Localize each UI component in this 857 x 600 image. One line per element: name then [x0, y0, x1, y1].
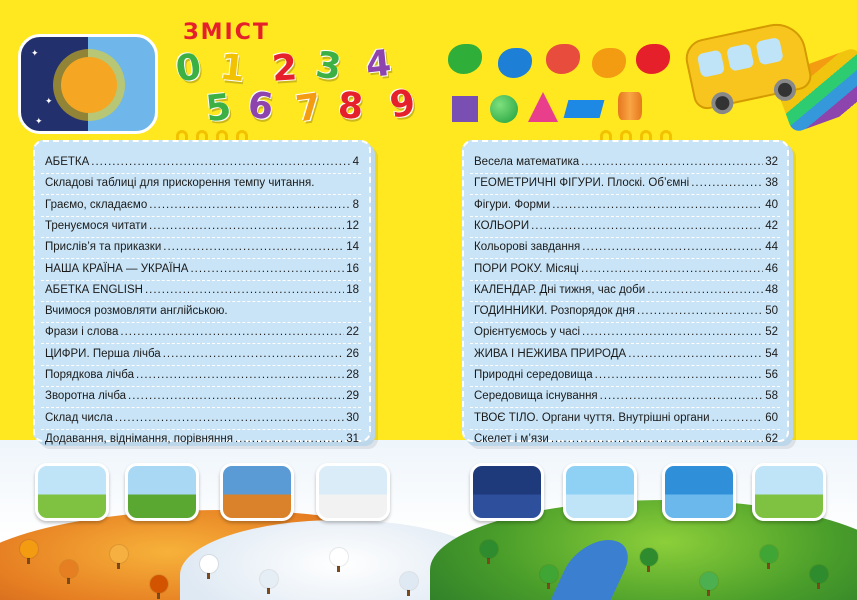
digit-3-icon: 3 [313, 44, 344, 89]
tree-icon [760, 545, 778, 563]
toc-leader-dots [581, 263, 763, 275]
toc-leader-dots [115, 412, 344, 424]
toc-entry[interactable] [45, 284, 359, 296]
toc-entry-title: Прислів’я та приказки [45, 241, 162, 254]
toc-entry-title: АБЕТКА [45, 156, 90, 168]
toc-separator [470, 301, 780, 302]
toc-separator [41, 365, 361, 366]
toc-separator [41, 216, 361, 217]
toc-leader-dots [552, 199, 763, 211]
toc-separator [470, 343, 780, 344]
toc-separator [41, 429, 361, 430]
toc-separator [470, 429, 780, 430]
toc-page-number: 44 [765, 241, 778, 254]
toc-page-number: 32 [765, 156, 778, 168]
toc-leader-dots [691, 177, 763, 189]
tree-icon [200, 555, 218, 573]
toc-entry[interactable] [474, 305, 778, 317]
toc-entry-title: Скелет і м’язи [474, 432, 549, 445]
toc-entry-title: ГЕОМЕТРИЧНІ ФІГУРИ. Плоскі. Об’ємні [474, 177, 690, 190]
toc-entry[interactable] [474, 412, 778, 424]
toc-leader-dots [163, 348, 345, 360]
toc-leader-dots [120, 326, 344, 338]
toc-leader-dots [628, 348, 763, 360]
digit-7-icon: 7 [293, 86, 324, 131]
toc-separator [41, 258, 361, 259]
toc-entry[interactable] [45, 369, 359, 381]
toc-page-number: 38 [765, 177, 778, 190]
toc-separator [470, 365, 780, 366]
tree-icon [330, 548, 348, 566]
toc-entry-title: Граємо, складаємо [45, 198, 148, 211]
toc-separator [41, 386, 361, 387]
toc-entry[interactable] [474, 263, 778, 275]
toc-page-number: 8 [352, 198, 359, 211]
page-title: ЗМІСТ [183, 20, 270, 45]
toc-separator [470, 216, 780, 217]
toc-page-number: 29 [346, 390, 359, 403]
toc-separator [41, 173, 361, 174]
cube-icon [452, 96, 478, 122]
star-icon: ✦ [45, 97, 53, 107]
toc-entry[interactable] [474, 199, 778, 211]
toc-entry-title: Тренуємося читати [45, 219, 148, 232]
toc-entry[interactable] [45, 305, 359, 317]
toc-entry[interactable] [45, 348, 359, 360]
toc-entry-title: ПОРИ РОКУ. Місяці [474, 262, 579, 275]
toc-entry-title: Середовища існування [474, 390, 598, 403]
toc-separator [470, 194, 780, 195]
toc-entry-title: КАЛЕНДАР. Дні тижня, час доби [474, 283, 646, 296]
toc-leader-dots [128, 390, 344, 402]
toc-entry-title: АБЕТКА ENGLISH [45, 283, 143, 296]
toc-entry-title: Весела математика [474, 156, 580, 168]
tree-icon [20, 540, 38, 558]
toc-card-left [33, 140, 371, 445]
sun-moon-icon [61, 57, 117, 113]
bus-window [697, 49, 725, 77]
toc-page-number: 18 [346, 283, 359, 296]
tree-icon [700, 572, 718, 590]
digit-6-icon: 6 [245, 84, 276, 129]
toc-separator [41, 280, 361, 281]
toc-entry[interactable] [45, 156, 359, 168]
tree-icon [110, 545, 128, 563]
toc-separator [41, 343, 361, 344]
toc-page-number: 60 [765, 411, 778, 424]
toc-separator [41, 237, 361, 238]
toc-entry[interactable] [474, 241, 778, 253]
tree-icon [260, 570, 278, 588]
toc-entry[interactable] [45, 199, 359, 211]
toc-separator [470, 237, 780, 238]
toc-entry[interactable] [474, 348, 778, 360]
toc-entry[interactable] [45, 326, 359, 338]
toc-entry-title: ЖИВА І НЕЖИВА ПРИРОДА [474, 347, 627, 360]
toc-leader-dots [149, 220, 344, 232]
digit-1-icon: 1 [217, 46, 248, 91]
digit-9-icon: 9 [387, 82, 418, 127]
toc-page-number: 58 [765, 390, 778, 403]
toc-entry[interactable] [45, 241, 359, 253]
toc-entry-title: Зворотна лічба [45, 390, 127, 403]
toc-separator [41, 301, 361, 302]
toc-page-number: 46 [765, 262, 778, 275]
toc-entry-title: Вчимося розмовляти англійською. [45, 305, 228, 318]
spring-nest-icon [35, 463, 109, 521]
toc-entry[interactable] [45, 220, 359, 232]
toc-separator [470, 322, 780, 323]
toc-entry[interactable] [45, 263, 359, 275]
toc-entry-title: КОЛЬОРИ [474, 219, 530, 232]
toc-entry[interactable] [474, 156, 778, 168]
toc-entry-title: Порядкова лічба [45, 369, 134, 381]
cone-icon [528, 92, 558, 122]
sphere-icon [490, 95, 518, 123]
tree-icon [60, 560, 78, 578]
toc-card-right [462, 140, 789, 445]
toc-entry-title: Склад числа [45, 411, 113, 424]
tree-icon [400, 572, 418, 590]
toc-leader-dots [190, 263, 344, 275]
toc-entry-title: Фрази і слова [45, 326, 119, 339]
toc-leader-dots [712, 412, 764, 424]
toc-leader-dots [582, 241, 763, 253]
toc-page-number: 56 [765, 369, 778, 381]
toc-entry-title: НАША КРАЇНА — УКРАЇНА [45, 262, 189, 275]
toc-separator [470, 386, 780, 387]
toc-page-number: 28 [346, 369, 359, 381]
toc-page-number: 30 [346, 411, 359, 424]
star-icon: ✦ [35, 117, 43, 127]
toc-page-number: 50 [765, 305, 778, 318]
toc-entry[interactable] [474, 433, 778, 445]
toc-page-number: 62 [765, 432, 778, 445]
toc-leader-dots [145, 284, 344, 296]
toc-leader-dots [600, 390, 764, 402]
toc-entry[interactable] [45, 390, 359, 402]
snowflakes-icon [662, 463, 736, 521]
star-icon: ✦ [31, 49, 39, 59]
toc-page-number: 22 [346, 326, 359, 339]
toc-leader-dots [235, 433, 344, 445]
toc-page-number: 52 [765, 326, 778, 339]
toc-page-number: 26 [346, 347, 359, 360]
toc-leader-dots [531, 220, 763, 232]
summer-trees-icon [752, 463, 826, 521]
toc-leader-dots [582, 326, 763, 338]
toc-leader-dots [637, 305, 763, 317]
toc-separator [470, 173, 780, 174]
rainbow-icon [563, 463, 637, 521]
day-night-illustration [18, 34, 158, 134]
toc-page-number: 31 [346, 432, 359, 445]
toc-entry[interactable] [474, 220, 778, 232]
bus-window [755, 37, 783, 65]
toc-entry[interactable] [45, 177, 359, 189]
toc-page-number: 40 [765, 198, 778, 211]
toc-leader-dots [91, 156, 350, 168]
tree-icon [480, 540, 498, 558]
digit-0-icon: 0 [173, 46, 204, 91]
toc-entry-title: Додавання, віднімання, порівняння [45, 432, 233, 445]
toc-entry-title: Фігури. Форми [474, 198, 551, 211]
toc-entry[interactable] [474, 326, 778, 338]
toc-leader-dots [581, 156, 763, 168]
toc-leader-dots [595, 369, 764, 381]
toc-separator [470, 258, 780, 259]
toc-entry[interactable] [45, 433, 359, 445]
toc-entry[interactable] [474, 177, 778, 189]
toc-leader-dots [136, 369, 344, 381]
toc-separator [41, 194, 361, 195]
tree-icon [150, 575, 168, 593]
toc-separator [41, 322, 361, 323]
toc-leader-dots [551, 433, 763, 445]
digit-5-icon: 5 [203, 86, 234, 131]
tree-icon [640, 548, 658, 566]
toc-entry-title: ЦИФРИ. Перша лічба [45, 347, 161, 360]
toc-page-number: 48 [765, 283, 778, 296]
prism-icon [564, 100, 605, 118]
toc-separator [470, 280, 780, 281]
toc-entry[interactable] [474, 390, 778, 402]
toc-leader-dots [163, 241, 344, 253]
toc-separator [470, 407, 780, 408]
toc-entry-title: Складові таблиці для прискорення темпу читання. [45, 177, 315, 190]
toc-entry-title: ТВОЄ ТІЛО. Органи чуття. Внутрішні органи [474, 411, 710, 424]
toc-leader-dots [149, 199, 350, 211]
toc-page-number: 54 [765, 347, 778, 360]
toc-entry-title: ГОДИННИКИ. Розпорядок дня [474, 305, 635, 318]
toc-page-number: 4 [352, 156, 359, 168]
toc-entry[interactable] [474, 284, 778, 296]
toc-entry-title: Природні середовища [474, 369, 593, 381]
toc-separator [41, 407, 361, 408]
digit-2-icon: 2 [270, 47, 299, 90]
toc-entry[interactable] [45, 412, 359, 424]
toc-entry-title: Орієнтуємось у часі [474, 326, 581, 339]
cylinder-icon [618, 92, 642, 120]
toc-entry[interactable] [474, 369, 778, 381]
digit-8-icon: 8 [336, 85, 365, 128]
thunderstorm-icon [470, 463, 544, 521]
toc-page-number: 42 [765, 219, 778, 232]
flowers-icon [125, 463, 199, 521]
tree-icon [540, 565, 558, 583]
toc-page-number: 12 [346, 219, 359, 232]
autumn-tree-icon [220, 463, 294, 521]
bus-window [726, 43, 754, 71]
toc-leader-dots [647, 284, 763, 296]
toc-page-number: 16 [346, 262, 359, 275]
winter-berries-icon [316, 463, 390, 521]
digit-4-icon: 4 [363, 42, 394, 87]
toc-entry-title: Кольорові завдання [474, 241, 581, 254]
tree-icon [810, 565, 828, 583]
toc-page-number: 14 [346, 241, 359, 254]
